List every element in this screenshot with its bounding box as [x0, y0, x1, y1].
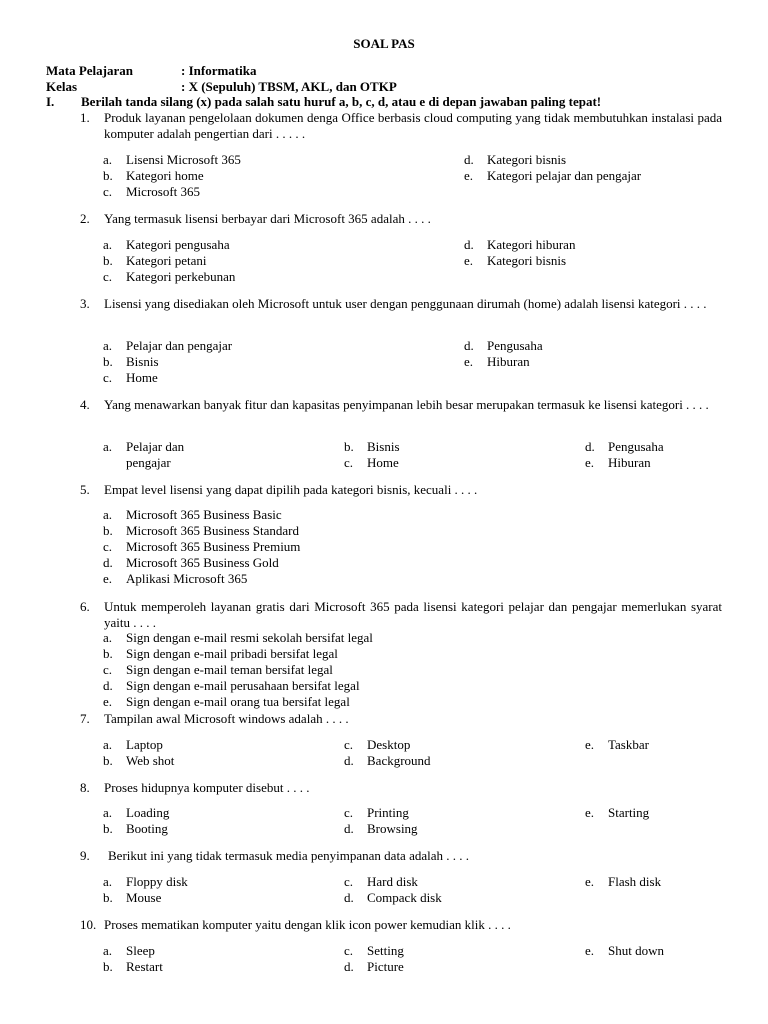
option-item[interactable]: c. Microsoft 365 Business Premium — [103, 539, 301, 554]
option-item[interactable]: d. Microsoft 365 Business Gold — [103, 555, 279, 570]
subject-value: : Informatika — [181, 63, 257, 78]
question-5 — [80, 482, 722, 498]
option-item[interactable]: e. Sign dengan e-mail orang tua bersifat legal — [103, 694, 350, 709]
option-item[interactable]: e. Hiburan — [585, 455, 651, 470]
option-item[interactable]: b. Bisnis — [103, 354, 159, 369]
question-4 — [80, 397, 722, 413]
question-text: Lisensi yang disediakan oleh Microsoft untuk user dengan penggunaan dirumah (home) adalah lisensi kategori . . . . — [104, 296, 707, 311]
question-6 — [80, 599, 722, 631]
option-item[interactable]: a. Kategori pengusaha — [103, 237, 230, 252]
option-item[interactable]: b. Bisnis — [344, 439, 400, 454]
question-text: Empat level lisensi yang dapat dipilih pada kategori bisnis, kecuali . . . . — [104, 482, 478, 497]
option-item[interactable]: c. Hard disk — [344, 874, 418, 889]
option-item[interactable]: a. Floppy disk — [103, 874, 188, 889]
option-item[interactable]: b. Restart — [103, 959, 163, 974]
option-item[interactable]: e. Flash disk — [585, 874, 662, 889]
question-2 — [80, 211, 722, 227]
question-text: Tampilan awal Microsoft windows adalah . . . . — [104, 711, 349, 726]
option-item[interactable]: a. Microsoft 365 Business Basic — [103, 507, 282, 522]
question-number: 1. — [80, 110, 90, 125]
option-item[interactable]: d. Browsing — [344, 821, 418, 836]
option-item[interactable]: a. Laptop — [103, 737, 163, 752]
option-item[interactable]: d. Kategori hiburan — [464, 237, 576, 252]
question-number: 5. — [80, 482, 90, 497]
class-label: Kelas — [46, 79, 78, 94]
class-row — [46, 79, 397, 95]
option-item[interactable]: e. Shut down — [585, 943, 664, 958]
option-item[interactable]: e. Aplikasi Microsoft 365 — [103, 571, 248, 586]
question-9 — [80, 848, 722, 864]
option-item[interactable]: e. Starting — [585, 805, 650, 820]
option-item[interactable]: a. Sleep — [103, 943, 155, 958]
option-item[interactable]: b. Sign dengan e-mail pribadi bersifat legal — [103, 646, 338, 661]
question-text: Yang menawarkan banyak fitur dan kapasitas penyimpanan lebih besar merupakan termasuk ke lisensi kategori . . . . — [104, 397, 709, 412]
option-item[interactable]: a. Sign dengan e-mail resmi sekolah bersifat legal — [103, 630, 373, 645]
option-item[interactable]: d. Picture — [344, 959, 404, 974]
option-item[interactable]: a. Loading — [103, 805, 170, 820]
page-title: SOAL PAS — [353, 36, 415, 51]
subject-row — [46, 63, 256, 79]
option-item[interactable]: c. Sign dengan e-mail teman bersifat legal — [103, 662, 333, 677]
question-text: Berikut ini yang tidak termasuk media penyimpanan data adalah . . . . — [108, 848, 470, 863]
option-item[interactable]: d. Compack disk — [344, 890, 442, 905]
question-1 — [80, 110, 722, 142]
option-item[interactable]: e. Taskbar — [585, 737, 649, 752]
question-number: 4. — [80, 397, 90, 412]
option-item[interactable]: e. Hiburan — [464, 354, 530, 369]
class-value: : X (Sepuluh) TBSM, AKL, dan OTKP — [181, 79, 397, 94]
question-number: 8. — [80, 780, 90, 795]
option-item[interactable]: b. Mouse — [103, 890, 162, 905]
question-text: Proses mematikan komputer yaitu dengan klik icon power kemudian klik . . . . — [104, 917, 511, 932]
option-item[interactable]: b. Kategori home — [103, 168, 204, 183]
section-number: I. — [46, 94, 55, 109]
option-item[interactable]: b. Booting — [103, 821, 168, 836]
question-number: 6. — [80, 599, 90, 614]
subject-label: Mata Pelajaran — [46, 63, 134, 78]
question-number: 9. — [80, 848, 90, 863]
option-item[interactable]: a. Lisensi Microsoft 365 — [103, 152, 241, 167]
question-text: Untuk memperoleh layanan gratis dari Microsoft 365 pada lisensi kategori pelajar dan pengajar memerlukan syarat yaitu . . . . — [104, 599, 722, 630]
option-item[interactable]: c. Home — [103, 370, 158, 385]
option-item[interactable]: c. Kategori perkebunan — [103, 269, 236, 284]
option-item[interactable]: e. Kategori bisnis — [464, 253, 567, 268]
question-text: Yang termasuk lisensi berbayar dari Microsoft 365 adalah . . . . — [104, 211, 431, 226]
option-item[interactable]: b. Kategori petani — [103, 253, 207, 268]
question-number: 2. — [80, 211, 90, 226]
question-text: Proses hidupnya komputer disebut . . . . — [104, 780, 310, 795]
question-number: 3. — [80, 296, 90, 311]
option-item[interactable]: a. Pelajar dan — [103, 439, 185, 454]
option-item[interactable]: c. Home — [344, 455, 399, 470]
question-number: 7. — [80, 711, 90, 726]
option-item[interactable]: d. Kategori bisnis — [464, 152, 567, 167]
option-item[interactable]: e. Kategori pelajar dan pengajar — [464, 168, 642, 183]
question-7 — [80, 711, 722, 727]
option-item[interactable]: d. Pengusaha — [464, 338, 543, 353]
option-item[interactable]: c. Setting — [344, 943, 404, 958]
option-item: pengajar — [126, 455, 171, 470]
question-3 — [80, 296, 722, 312]
question-number: 10. — [80, 917, 97, 932]
instruction-text: Berilah tanda silang (x) pada salah satu huruf a, b, c, d, atau e di depan jawaban paling tepat! — [81, 94, 602, 109]
option-item[interactable]: d. Background — [344, 753, 431, 768]
question-8 — [80, 780, 722, 796]
option-item[interactable]: d. Pengusaha — [585, 439, 664, 454]
option-item[interactable]: c. Microsoft 365 — [103, 184, 201, 199]
section-instruction — [46, 94, 736, 110]
option-item[interactable]: a. Pelajar dan pengajar — [103, 338, 233, 353]
option-item[interactable]: b. Web shot — [103, 753, 175, 768]
question-text: Produk layanan pengelolaan dokumen denga Office berbasis cloud computing yang tidak membutuhkan instalasi pada komputer adalah pengertian dari . . . . . — [104, 110, 722, 141]
question-10 — [80, 917, 722, 933]
option-item[interactable]: c. Desktop — [344, 737, 411, 752]
option-item[interactable]: c. Printing — [344, 805, 409, 820]
option-item[interactable]: d. Sign dengan e-mail perusahaan bersifat legal — [103, 678, 360, 693]
option-item[interactable]: b. Microsoft 365 Business Standard — [103, 523, 299, 538]
